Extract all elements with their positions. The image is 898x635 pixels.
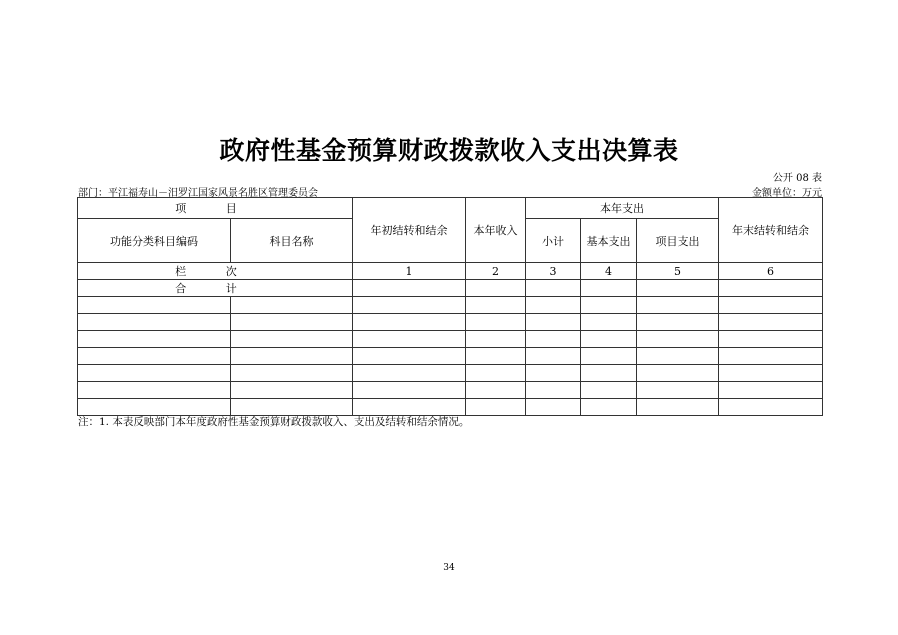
header-subtotal: 小计 xyxy=(526,219,581,263)
table-cell xyxy=(581,382,637,399)
column-index-2: 2 xyxy=(466,263,526,280)
table-cell xyxy=(78,348,231,365)
table-cell xyxy=(78,314,231,331)
table-cell xyxy=(466,348,526,365)
table-cell xyxy=(581,348,637,365)
unit-label: 金额单位：万元 xyxy=(752,188,822,199)
table-cell xyxy=(526,314,581,331)
page-title: 政府性基金预算财政拨款收入支出决算表 xyxy=(219,136,679,165)
table-row xyxy=(78,297,823,314)
page-number: 34 xyxy=(443,563,455,573)
table-cell xyxy=(719,331,823,348)
table-row xyxy=(78,314,823,331)
total-label: 合 计 xyxy=(78,280,353,297)
table-cell xyxy=(719,365,823,382)
table-row xyxy=(78,365,823,382)
table-cell xyxy=(526,348,581,365)
table-cell xyxy=(466,399,526,416)
table-cell xyxy=(353,280,466,297)
header-subject-name: 科目名称 xyxy=(231,219,353,263)
table-cell xyxy=(637,382,719,399)
table-cell xyxy=(581,314,637,331)
header-expense-group: 本年支出 xyxy=(526,198,719,219)
table-cell xyxy=(353,331,466,348)
column-index-4: 4 xyxy=(581,263,637,280)
table-cell xyxy=(231,331,353,348)
table-cell xyxy=(526,365,581,382)
header-item: 项 目 xyxy=(78,198,353,219)
table-cell xyxy=(466,314,526,331)
table-cell xyxy=(78,382,231,399)
table-cell xyxy=(353,348,466,365)
table-cell xyxy=(581,331,637,348)
table-cell xyxy=(637,280,719,297)
table-cell xyxy=(231,365,353,382)
header-project-expense: 项目支出 xyxy=(637,219,719,263)
table-cell xyxy=(466,382,526,399)
table-cell xyxy=(719,382,823,399)
table-row xyxy=(78,331,823,348)
table-cell xyxy=(78,297,231,314)
table-cell xyxy=(353,399,466,416)
budget-table xyxy=(77,197,823,416)
table-cell xyxy=(353,365,466,382)
table-cell xyxy=(581,399,637,416)
table-cell xyxy=(526,331,581,348)
table-cell xyxy=(526,399,581,416)
table-cell xyxy=(78,365,231,382)
table-cell xyxy=(581,365,637,382)
table-cell xyxy=(637,365,719,382)
table-cell xyxy=(231,297,353,314)
total-row xyxy=(78,280,823,297)
table-cell xyxy=(637,348,719,365)
table-cell xyxy=(466,297,526,314)
table-cell xyxy=(466,331,526,348)
table-cell xyxy=(353,382,466,399)
table-note: 注：1. 本表反映部门本年度政府性基金预算财政拨款收入、支出及结转和结余情况。 xyxy=(78,416,470,428)
table-cell xyxy=(581,280,637,297)
form-number: 公开 08 表 xyxy=(772,173,822,184)
column-index-3: 3 xyxy=(526,263,581,280)
table-cell xyxy=(719,280,823,297)
table-row xyxy=(78,348,823,365)
table-cell xyxy=(526,297,581,314)
header-opening-balance: 年初结转和结余 xyxy=(353,198,466,263)
header-func-code: 功能分类科目编码 xyxy=(78,219,231,263)
table-cell xyxy=(581,297,637,314)
table-cell xyxy=(78,399,231,416)
table-cell xyxy=(526,382,581,399)
header-basic-expense: 基本支出 xyxy=(581,219,637,263)
table-cell xyxy=(637,314,719,331)
column-index-6: 6 xyxy=(719,263,823,280)
department-label: 部门：平江福寿山－汨罗江国家风景名胜区管理委员会 xyxy=(78,188,318,199)
table-row xyxy=(78,399,823,416)
header-closing-balance: 年末结转和结余 xyxy=(719,198,823,263)
table-cell xyxy=(353,297,466,314)
table-cell xyxy=(637,297,719,314)
table-cell xyxy=(466,365,526,382)
column-index-1: 1 xyxy=(353,263,466,280)
table-cell xyxy=(637,331,719,348)
table-cell xyxy=(78,331,231,348)
column-index-5: 5 xyxy=(637,263,719,280)
table-cell xyxy=(353,314,466,331)
table-cell xyxy=(719,297,823,314)
column-index-row xyxy=(78,263,823,280)
table-cell xyxy=(526,280,581,297)
header-income: 本年收入 xyxy=(466,198,526,263)
table-cell xyxy=(719,348,823,365)
table-row xyxy=(78,382,823,399)
column-index-label: 栏 次 xyxy=(78,263,353,280)
table-cell xyxy=(231,399,353,416)
table-cell xyxy=(637,399,719,416)
table-cell xyxy=(466,280,526,297)
table-cell xyxy=(719,399,823,416)
table-cell xyxy=(719,314,823,331)
table-cell xyxy=(231,382,353,399)
table-cell xyxy=(231,314,353,331)
table-cell xyxy=(231,348,353,365)
